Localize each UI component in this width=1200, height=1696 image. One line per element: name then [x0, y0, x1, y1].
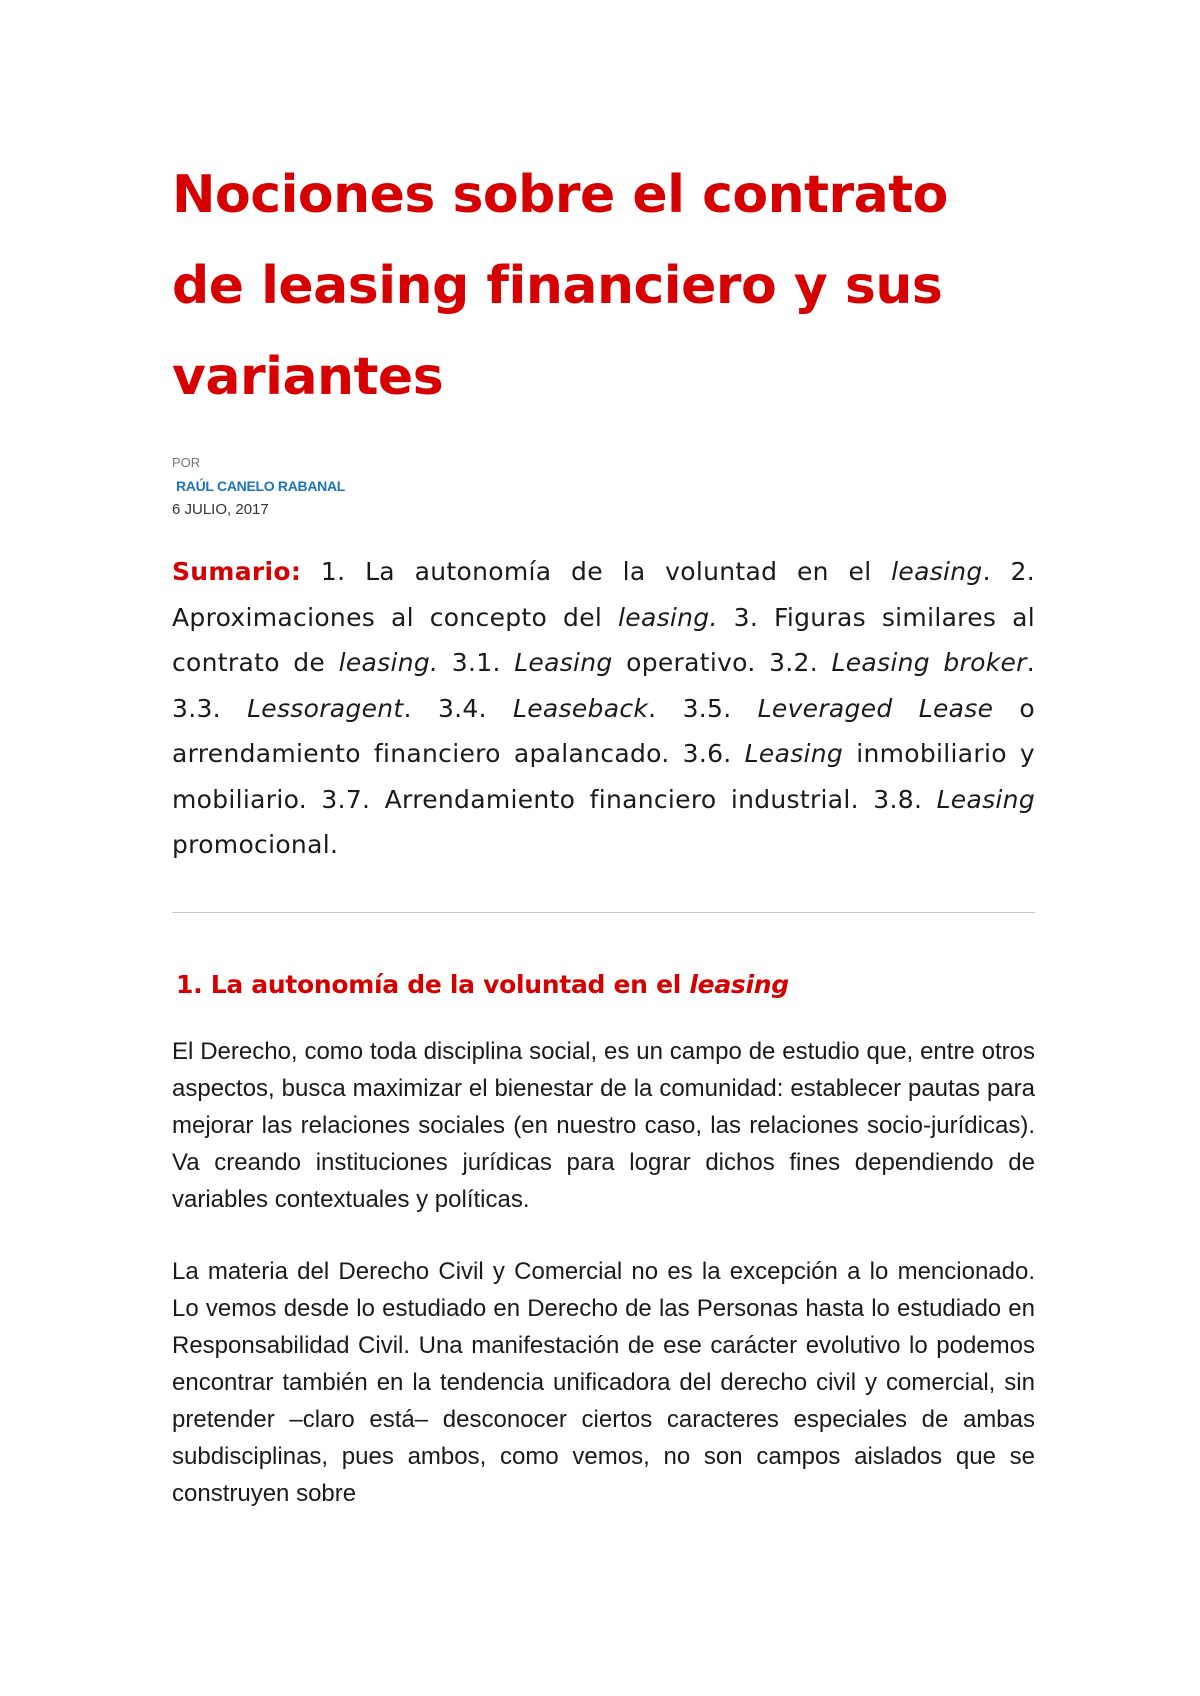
summary-run: 3. Figuras similares al contrato de — [172, 602, 1035, 677]
summary-term: leasing. — [338, 648, 439, 677]
summary-run: . 3.3. — [172, 648, 1035, 723]
summary — [172, 549, 1035, 868]
summary-text — [172, 557, 1035, 859]
summary-term: Leasing — [744, 739, 844, 768]
article-meta — [172, 453, 1035, 521]
summary-term: Leasing broker — [831, 648, 1027, 677]
author-link[interactable]: RAÚL CANELO RABANAL — [176, 478, 346, 494]
section-heading-text: 1. La autonomía de la voluntad en el — [176, 969, 690, 999]
paragraph: La materia del Derecho Civil y Comercial no es la excepción a lo mencionado. Lo vemos desde lo estudiado en Derecho de las Personas hasta lo estudiado en Responsabilidad Civil. Una manifestación de ese carácter evolutivo lo podemos encontrar también en la tendencia unificadora del derecho civil y comercial, sin pretender –claro está– desconocer ciertos caracteres especiales de ambas subdisciplinas, pues ambos, como vemos, no son campos aislados que se construyen sobre — [172, 1257, 1035, 1507]
summary-run: . 3.4. — [403, 693, 514, 723]
summary-term: leasing. — [618, 602, 718, 632]
summary-term: leasing — [891, 557, 983, 586]
article-title: Nociones sobre el contrato de leasing financiero y sus variantes — [172, 165, 948, 407]
section-heading — [172, 967, 1035, 1003]
summary-term: Lessoragent — [247, 693, 404, 723]
summary-run: . 2. Aproximaciones al concepto del — [172, 557, 1035, 632]
summary-term: Leasing — [514, 648, 613, 677]
summary-term: Leaseback — [513, 693, 649, 723]
paragraph: El Derecho, como toda disciplina social, es un campo de estudio que, entre otros aspectos, busca maximizar el bienestar de la comunidad: establecer pautas para mejorar las relaciones sociales (en nuestro caso, las relaciones socio-jurídicas). Va creando instituciones jurídicas para lograr dichos fines dependiendo de variables contextuales y políticas. — [172, 1037, 1035, 1213]
article — [172, 150, 1035, 1512]
divider — [172, 912, 1035, 913]
section-heading-italic: leasing — [689, 969, 789, 999]
summary-run: 3.1. — [438, 648, 515, 677]
summary-run: o arrendamiento financiero apalancado. 3.6. — [172, 693, 1036, 768]
summary-run: . 3.5. — [648, 693, 758, 723]
summary-run: operativo. 3.2. — [612, 648, 832, 677]
summary-term: Leasing — [936, 784, 1035, 814]
byline-label: POR — [172, 455, 201, 470]
summary-run: 1. La autonomía de la voluntad en el — [301, 557, 892, 586]
summary-label: Sumario: — [172, 557, 302, 586]
summary-term: Leveraged Lease — [757, 693, 994, 723]
publish-date: 6 JULIO, 2017 — [172, 501, 269, 518]
summary-run: inmobiliario y mobiliario. 3.7. Arrendamiento financiero industrial. 3.8. — [172, 739, 1035, 814]
summary-run: promocional. — [172, 830, 339, 859]
